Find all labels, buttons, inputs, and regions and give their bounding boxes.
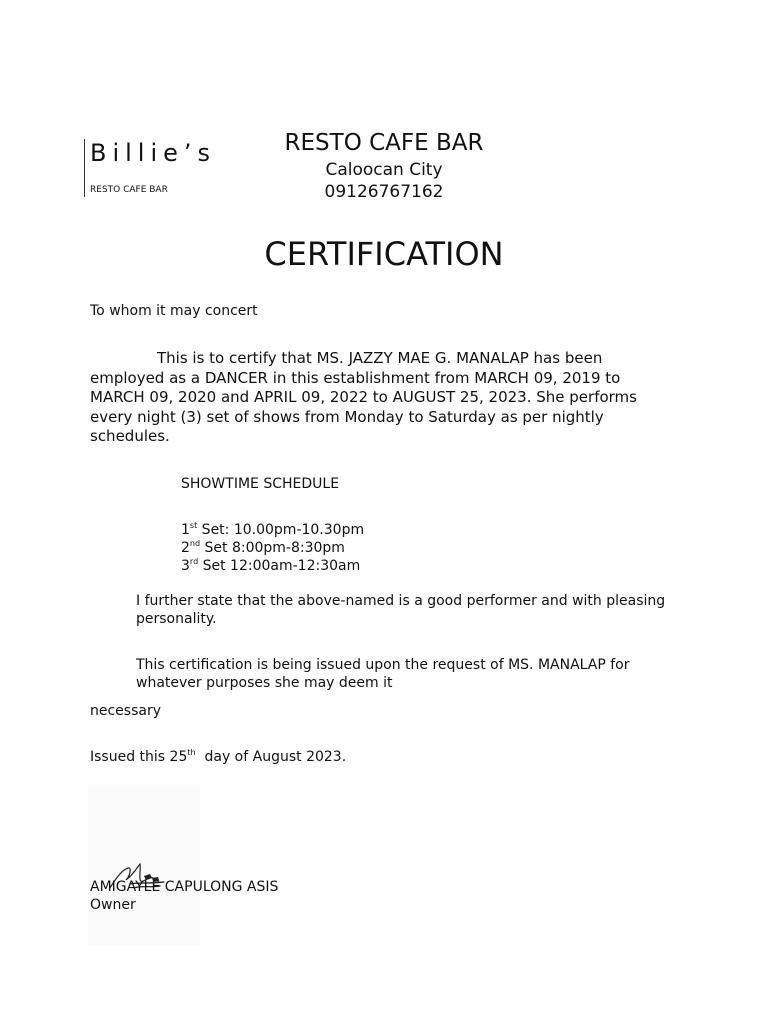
schedule-item-text: Set 12:00am-12:30am — [198, 558, 361, 574]
schedule-item — [181, 521, 364, 539]
logo-subtitle: RESTO CAFE BAR — [90, 185, 168, 195]
issued-ordinal: th — [187, 748, 196, 757]
letterhead-phone: 09126767162 — [324, 182, 444, 202]
schedule-item-number: 3 — [181, 558, 190, 574]
letterhead-title: RESTO CAFE BAR — [284, 130, 484, 156]
schedule-item-ordinal: rd — [189, 557, 199, 566]
salutation: To whom it may concert — [90, 303, 258, 319]
signatory-role: Owner — [90, 897, 136, 913]
certification-paragraph: This is to certify that MS. JAZZY MAE G. MANALAP has been employed as a DANCER in this establishment from MARCH 09, 2019 to MARCH 09, 2020 and APRIL 09, 2022 to AUGUST 25, 2023. She performs every night (3) set of shows from Monday to Saturday as per nightly schedules. — [90, 349, 637, 446]
signatory-name: AMIGAYLE CAPULONG ASIS — [90, 879, 279, 895]
schedule-item-number: 1 — [181, 522, 190, 538]
schedule-item — [181, 539, 345, 557]
logo-name: Billie’s — [90, 139, 217, 167]
schedule-item-ordinal: st — [189, 521, 198, 530]
issued-suffix: day of August 2023. — [195, 749, 347, 765]
document-title: CERTIFICATION — [264, 235, 504, 273]
purpose-paragraph: This certification is being issued upon the request of MS. MANALAP for whatever purposes she may deem it — [136, 657, 630, 691]
purpose-paragraph-end: necessary — [90, 703, 162, 719]
logo-divider — [84, 139, 85, 197]
schedule-item — [181, 557, 360, 575]
issued-date — [90, 749, 346, 765]
schedule-item-text: Set: 10.00pm-10.30pm — [197, 522, 365, 538]
schedule-item-text: Set 8:00pm-8:30pm — [200, 540, 345, 556]
schedule-title: SHOWTIME SCHEDULE — [181, 476, 340, 492]
schedule-item-number: 2 — [181, 540, 190, 556]
letterhead-city: Caloocan City — [325, 160, 443, 180]
issued-prefix: Issued this 25 — [90, 749, 188, 765]
schedule-item-ordinal: nd — [189, 539, 201, 548]
performance-paragraph: I further state that the above-named is a good performer and with pleasing personality. — [136, 593, 666, 627]
letterhead — [284, 128, 484, 203]
